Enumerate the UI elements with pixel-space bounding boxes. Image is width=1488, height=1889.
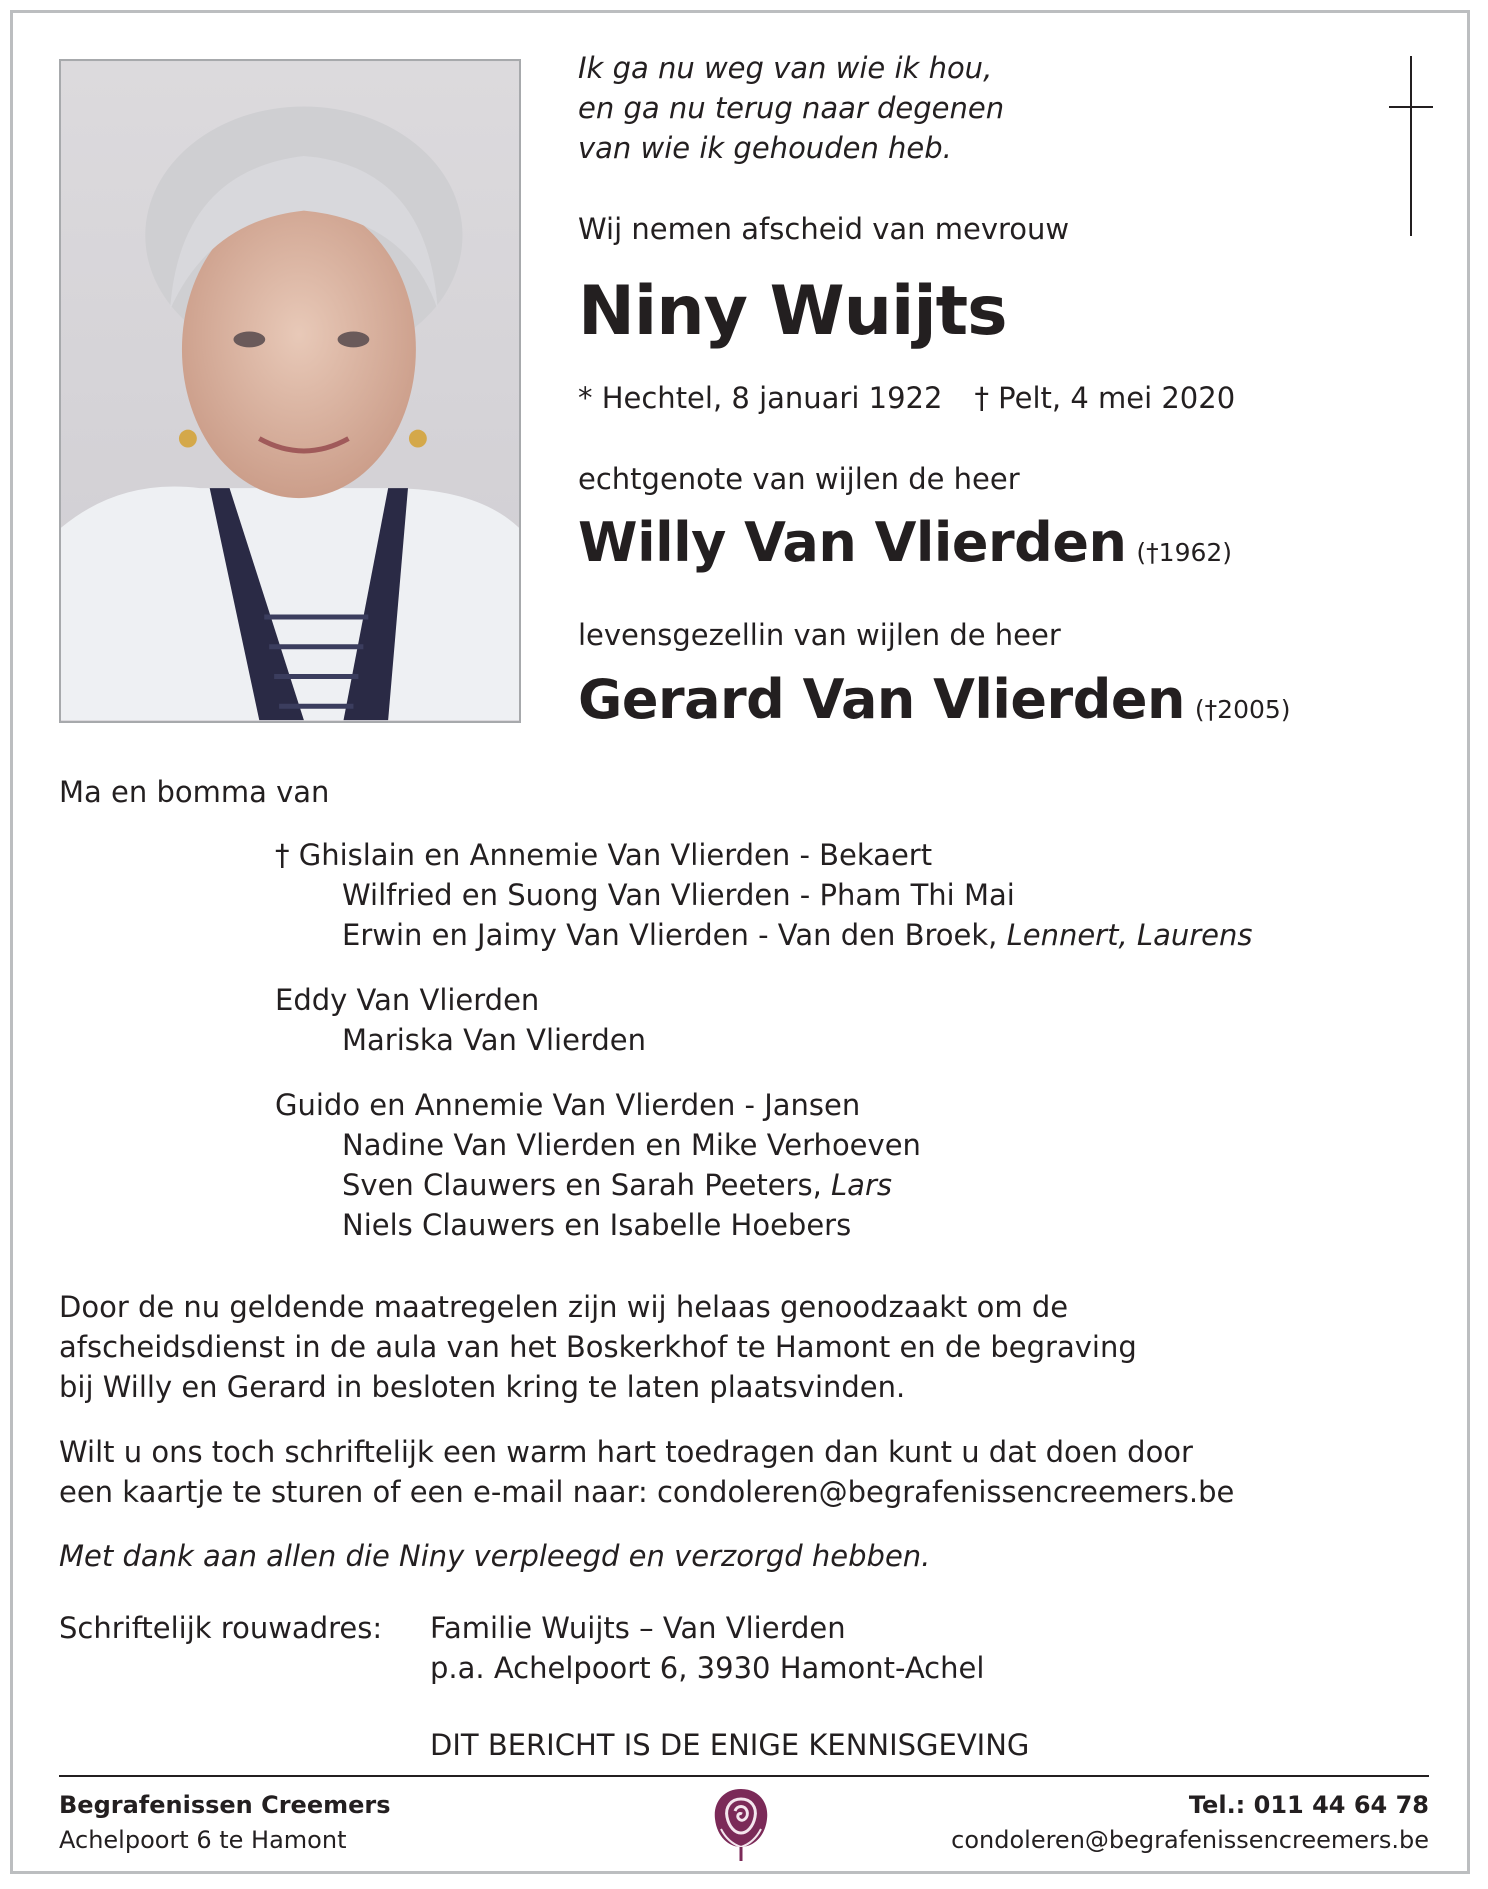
family-child: Wilfried en Suong Van Vlierden - Pham Thi Mai (342, 878, 1015, 912)
spouse2-year: (†2005) (1194, 695, 1291, 724)
family-child-name: Erwin en Jaimy Van Vlierden - Van den Broek, (342, 918, 998, 952)
spouse1-name: Willy Van Vlierden (578, 511, 1127, 574)
condolence-line: Wilt u ons toch schriftelijk een warm hart toedragen dan kunt u dat doen door (59, 1435, 1193, 1469)
family-child (342, 918, 1252, 952)
poem-line: Ik ga nu weg van wie ik hou, (578, 51, 993, 85)
grandchildren: Lennert, Laurens (1006, 918, 1253, 952)
birth-date: * Hechtel, 8 januari 1922 (578, 381, 943, 415)
death-date: † Pelt, 4 mei 2020 (974, 381, 1236, 415)
grandchildren: Lars (831, 1168, 892, 1202)
address-label: Schriftelijk rouwadres: (59, 1611, 383, 1645)
only-notice: DIT BERICHT IS DE ENIGE KENNISGEVING (430, 1728, 1030, 1762)
spouse2-name-line (578, 668, 1291, 731)
family-parent: † Ghislain en Annemie Van Vlierden - Bekaert (275, 838, 933, 872)
notice-line: bij Willy en Gerard in besloten kring te laten plaatsvinden. (59, 1370, 906, 1404)
family-child: Nadine Van Vlierden en Mike Verhoeven (342, 1128, 921, 1162)
cross-icon (1389, 56, 1433, 236)
address-line: Familie Wuijts – Van Vlierden (430, 1611, 846, 1645)
poem (578, 48, 1004, 168)
portrait-photo (59, 59, 521, 723)
notice-paragraph (59, 1287, 1137, 1407)
poem-line: van wie ik gehouden heb. (578, 131, 952, 165)
condolence-paragraph (59, 1432, 1234, 1512)
intro-text: Wij nemen afscheid van mevrouw (578, 212, 1070, 246)
footer-company-address: Achelpoort 6 te Hamont (59, 1826, 347, 1854)
condolence-line: een kaartje te sturen of een e-mail naar: condoleren@begrafenissencreemers.be (59, 1475, 1235, 1509)
rose-logo-icon (709, 1785, 773, 1863)
spouse2-relation: levensgezellin van wijlen de heer (578, 618, 1061, 652)
spouse1-year: (†1962) (1136, 538, 1233, 567)
spouse2-name: Gerard Van Vlierden (578, 668, 1185, 731)
family-child-name: Sven Clauwers en Sarah Peeters, (342, 1168, 822, 1202)
family-child (342, 1168, 892, 1202)
footer-phone: Tel.: 011 44 64 78 (1188, 1791, 1429, 1819)
poem-line: en ga nu terug naar degenen (578, 91, 1005, 125)
family-child: Mariska Van Vlierden (342, 1023, 646, 1057)
spouse1-name-line (578, 511, 1232, 574)
notice-line: afscheidsdienst in de aula van het Boskerkhof te Hamont en de begraving (59, 1330, 1137, 1364)
family-intro: Ma en bomma van (59, 775, 330, 809)
address-block (430, 1608, 984, 1688)
thanks-text: Met dank aan allen die Niny verpleegd en verzorgd hebben. (59, 1539, 931, 1573)
spouse1-relation: echtgenote van wijlen de heer (578, 462, 1020, 496)
footer-divider (59, 1775, 1429, 1777)
footer-email-link[interactable]: condoleren@begrafenissencreemers.be (951, 1826, 1429, 1854)
notice-line: Door de nu geldende maatregelen zijn wij helaas genoodzaakt om de (59, 1290, 1069, 1324)
life-dates (578, 381, 1235, 415)
deceased-name: Niny Wuijts (578, 272, 1007, 351)
family-child: Niels Clauwers en Isabelle Hoebers (342, 1208, 852, 1242)
family-parent: Eddy Van Vlierden (275, 983, 540, 1017)
family-parent: Guido en Annemie Van Vlierden - Jansen (275, 1088, 861, 1122)
footer-company: Begrafenissen Creemers (59, 1791, 391, 1819)
address-line: p.a. Achelpoort 6, 3930 Hamont-Achel (430, 1651, 985, 1685)
